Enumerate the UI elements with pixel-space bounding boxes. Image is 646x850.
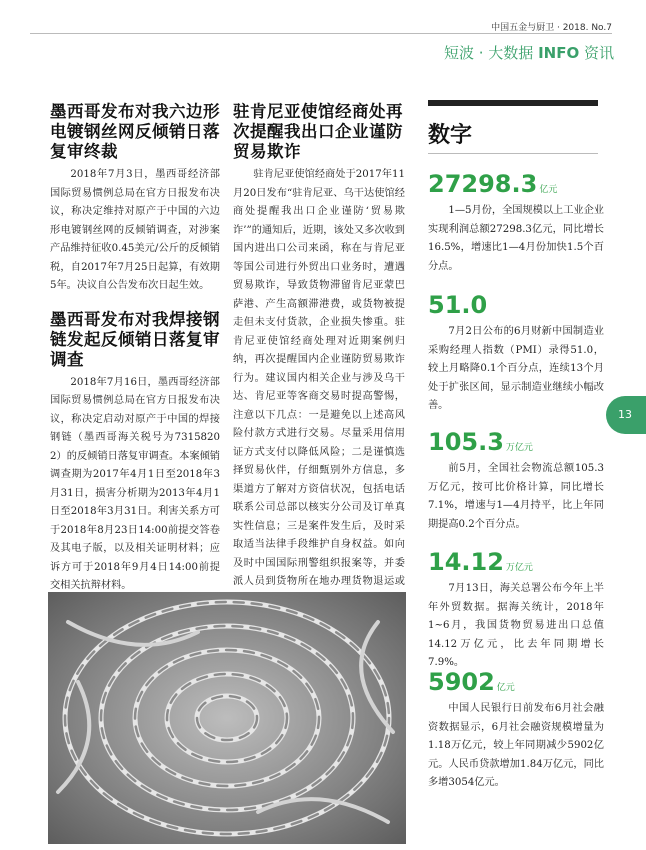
digit-unit: 万亿元 xyxy=(505,563,533,573)
section-cn: 短波 · 大数据 xyxy=(443,44,534,62)
digit-number: 27298.3 xyxy=(428,170,538,198)
digit-unit: 亿元 xyxy=(539,185,558,195)
header-rule xyxy=(30,33,612,34)
page-number: 13 xyxy=(618,408,632,421)
section-en: INFO xyxy=(538,44,580,62)
digit-number: 105.3 xyxy=(428,428,504,456)
digit-number: 14.12 xyxy=(428,548,504,576)
digits-bar xyxy=(428,100,598,106)
section-tail: 资讯 xyxy=(583,44,614,62)
digit-item xyxy=(428,291,604,416)
digits-heading: 数字 xyxy=(428,123,473,148)
digits-rule xyxy=(428,153,598,154)
digit-number: 51.0 xyxy=(428,291,488,319)
chain-photo xyxy=(48,592,406,844)
chain-illustration xyxy=(48,592,406,844)
digit-text: 1—5月份，全国规模以上工业企业实现利润总额27298.3亿元，同比增长16.5%，增速比1—4月份加快1.5个百分点。 xyxy=(428,205,604,272)
article-title: 驻肯尼亚使馆经商处再次提醒我出口企业谨防贸易欺诈 xyxy=(233,102,403,161)
column-left xyxy=(50,102,220,596)
article-title: 墨西哥发布对我六边形电镀钢丝网反倾销日落复审终裁 xyxy=(50,102,220,161)
column-middle xyxy=(233,102,405,648)
digit-text: 7月13日，海关总署公布今年上半年外贸数据。据海关统计，2018年1~6月，我国货物贸易进出口总值14.12万亿元，比去年同期增长7.9%。 xyxy=(428,583,604,668)
section-title xyxy=(420,42,614,63)
digit-text: 前5月，全国社会物流总额105.3万亿元，按可比价格计算，同比增长7.1%，增速与1—4月持平，比上年同期提高0.2个百分点。 xyxy=(428,463,604,530)
digit-item xyxy=(428,668,604,793)
article-body xyxy=(233,166,405,648)
digit-item xyxy=(428,170,604,276)
article-body: 2018年7月3日，墨西哥经济部国际贸易惯例总局在官方日报发布决议，称决定维持对原产于中国的六边形电镀钢丝网的反倾销调查，对涉案产品维持征收0.45美元/公斤的反倾销税，自2017年7月25日起算，有效期5年。决议自公告发布次日起生效。 xyxy=(50,169,220,291)
magazine-issue: 中国五金与厨卫 · 2018. No.7 xyxy=(491,23,612,33)
digit-item xyxy=(428,428,604,534)
digit-number: 5902 xyxy=(428,668,495,696)
article-body: 2018年7月16日，墨西哥经济部国际贸易惯例总局在官方日报发布决议，称决定启动对原产于中国的焊接钢链（墨西哥海关税号为7315820 2）的反倾销日落复审调查。本案倾销调查期为2017年4月1日至2018年3月31日，损害分析期为2013年4月1日至2018年3月31日。利害关系方可于2018年8月23日14:00前提交答卷及其电子版，以及相关证明材料；应诉方可于2018年9月4日14:00前提交相关抗辩材料。 xyxy=(50,376,220,591)
article-text: 驻肯尼亚使馆经商处于2017年11月20日发布“驻肯尼亚、乌干达使馆经商处提醒我出口企业谨防‘贸易欺诈’”的通知后，近期，该处又多次收到国内进出口公司来函，称在与肯尼亚等国公司进行外贸出口业务时，遭遇贸易欺诈，导致货物滞留肯尼亚蒙巴萨港、产生高额滞港费，或货物被提走但未支付货款，企业损失惨重。驻肯尼亚使馆经商处理对近期案例归纳，再次提醒国内企业谨防贸易欺诈行为。建议国内相关企业与涉及乌干达、肯尼亚等客商交易时提高警惕，注意以下几点：一是避免以上述高风险付款方式进行交易。尽量采用信用证方式支付以降低风险；二是谨慎选择贸易伙伴，仔细甄别外方信息，多渠道方了解对方资信状况，包括电话联系公司总部以核实分公司及订单真实性信息；三是案件发生后，及时采取适当法律手段维护自身权益。如向及时中国国际刑警组织报案等，并委派人员到货物所在地办理货物退运或 xyxy=(233,169,405,587)
digit-text: 中国人民银行日前发布6月社会融资数据显示，6月社会融资规模增量为1.18万亿元，较上年同期减少5902亿元。人民币贷款增加1.84万亿元，同比多增3054亿元。 xyxy=(428,703,604,788)
digit-unit: 亿元 xyxy=(496,683,515,693)
article-title: 墨西哥发布对我焊接钢链发起反倾销日落复审调查 xyxy=(50,309,220,369)
digit-unit: 万亿元 xyxy=(505,443,533,453)
digit-item xyxy=(428,548,604,673)
page-number-tab xyxy=(606,396,646,434)
digit-text: 7月2日公布的6月财新中国制造业采购经理人指数（PMI）录得51.0，较上月略降0.1个百分点，连续13个月处于扩张区间，显示制造业继续小幅改善。 xyxy=(428,326,604,411)
